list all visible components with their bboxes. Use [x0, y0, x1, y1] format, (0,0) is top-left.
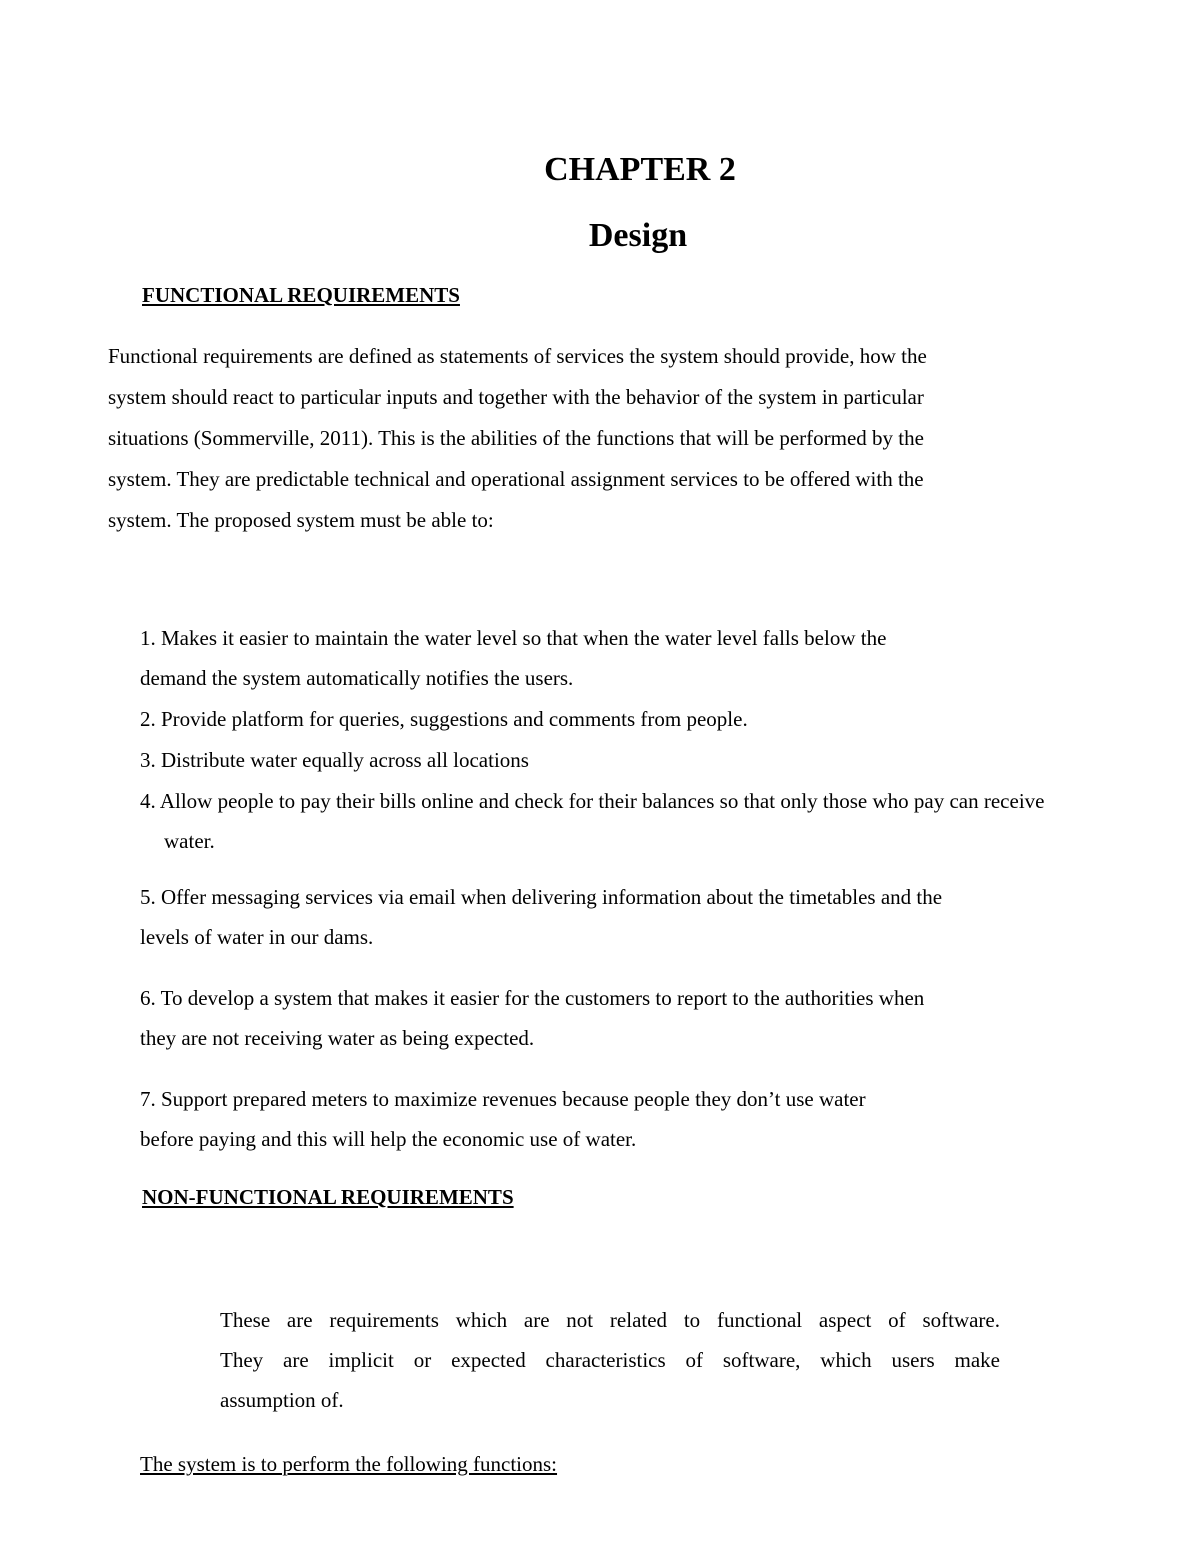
functional-intro-paragraph	[108, 336, 1068, 541]
item-line: water.	[164, 829, 215, 853]
item-line: 4. Allow people to pay their bills online and check for their balances so that only those who pay can receive	[140, 789, 1045, 813]
nf-line: They are implicit or expected characteristics of software, which users make	[220, 1348, 1000, 1372]
intro-line: situations (Sommerville, 2011). This is the abilities of the functions that will be performed by the	[108, 426, 924, 450]
requirement-item-4	[140, 781, 1044, 861]
item-line: 1. Makes it easier to maintain the water level so that when the water level falls below the	[140, 626, 887, 650]
chapter-title: Design	[588, 217, 688, 254]
intro-line: system. The proposed system must be able to:	[108, 508, 494, 532]
item-line: levels of water in our dams.	[140, 925, 374, 949]
intro-line: system should react to particular inputs and together with the behavior of the system in particular	[108, 385, 924, 409]
functional-requirements-heading: FUNCTIONAL REQUIREMENTS	[142, 283, 460, 307]
requirement-item-2	[140, 699, 748, 739]
item-line: demand the system automatically notifies the users.	[140, 666, 574, 690]
requirement-item-3	[140, 740, 529, 780]
intro-line: Functional requirements are defined as statements of services the system should provide, how the	[108, 344, 927, 368]
nf-line: These are requirements which are not related to functional aspect of software.	[220, 1308, 1000, 1332]
requirement-item-7	[140, 1079, 866, 1159]
item-line: before paying and this will help the economic use of water.	[140, 1127, 637, 1151]
item-line: 5. Offer messaging services via email when delivering information about the timetables and the	[140, 885, 943, 909]
intro-line: system. They are predictable technical and operational assignment services to be offered with the	[108, 467, 924, 491]
non-functional-paragraph	[220, 1300, 1000, 1420]
nf-line: assumption of.	[220, 1388, 344, 1412]
item-line: 7. Support prepared meters to maximize revenues because people they don’t use water	[140, 1087, 866, 1111]
chapter-number: CHAPTER 2	[544, 151, 736, 188]
item-line: 6. To develop a system that makes it easier for the customers to report to the authorities when	[140, 986, 925, 1010]
perform-functions-line: The system is to perform the following functions:	[140, 1452, 558, 1476]
requirement-item-6	[140, 978, 924, 1058]
item-line: 3. Distribute water equally across all locations	[140, 748, 529, 772]
requirement-item-1	[140, 618, 886, 698]
requirement-item-5	[140, 877, 942, 957]
item-line: they are not receiving water as being expected.	[140, 1026, 535, 1050]
item-line: 2. Provide platform for queries, suggestions and comments from people.	[140, 707, 748, 731]
non-functional-requirements-heading: NON-FUNCTIONAL REQUIREMENTS	[142, 1185, 514, 1209]
